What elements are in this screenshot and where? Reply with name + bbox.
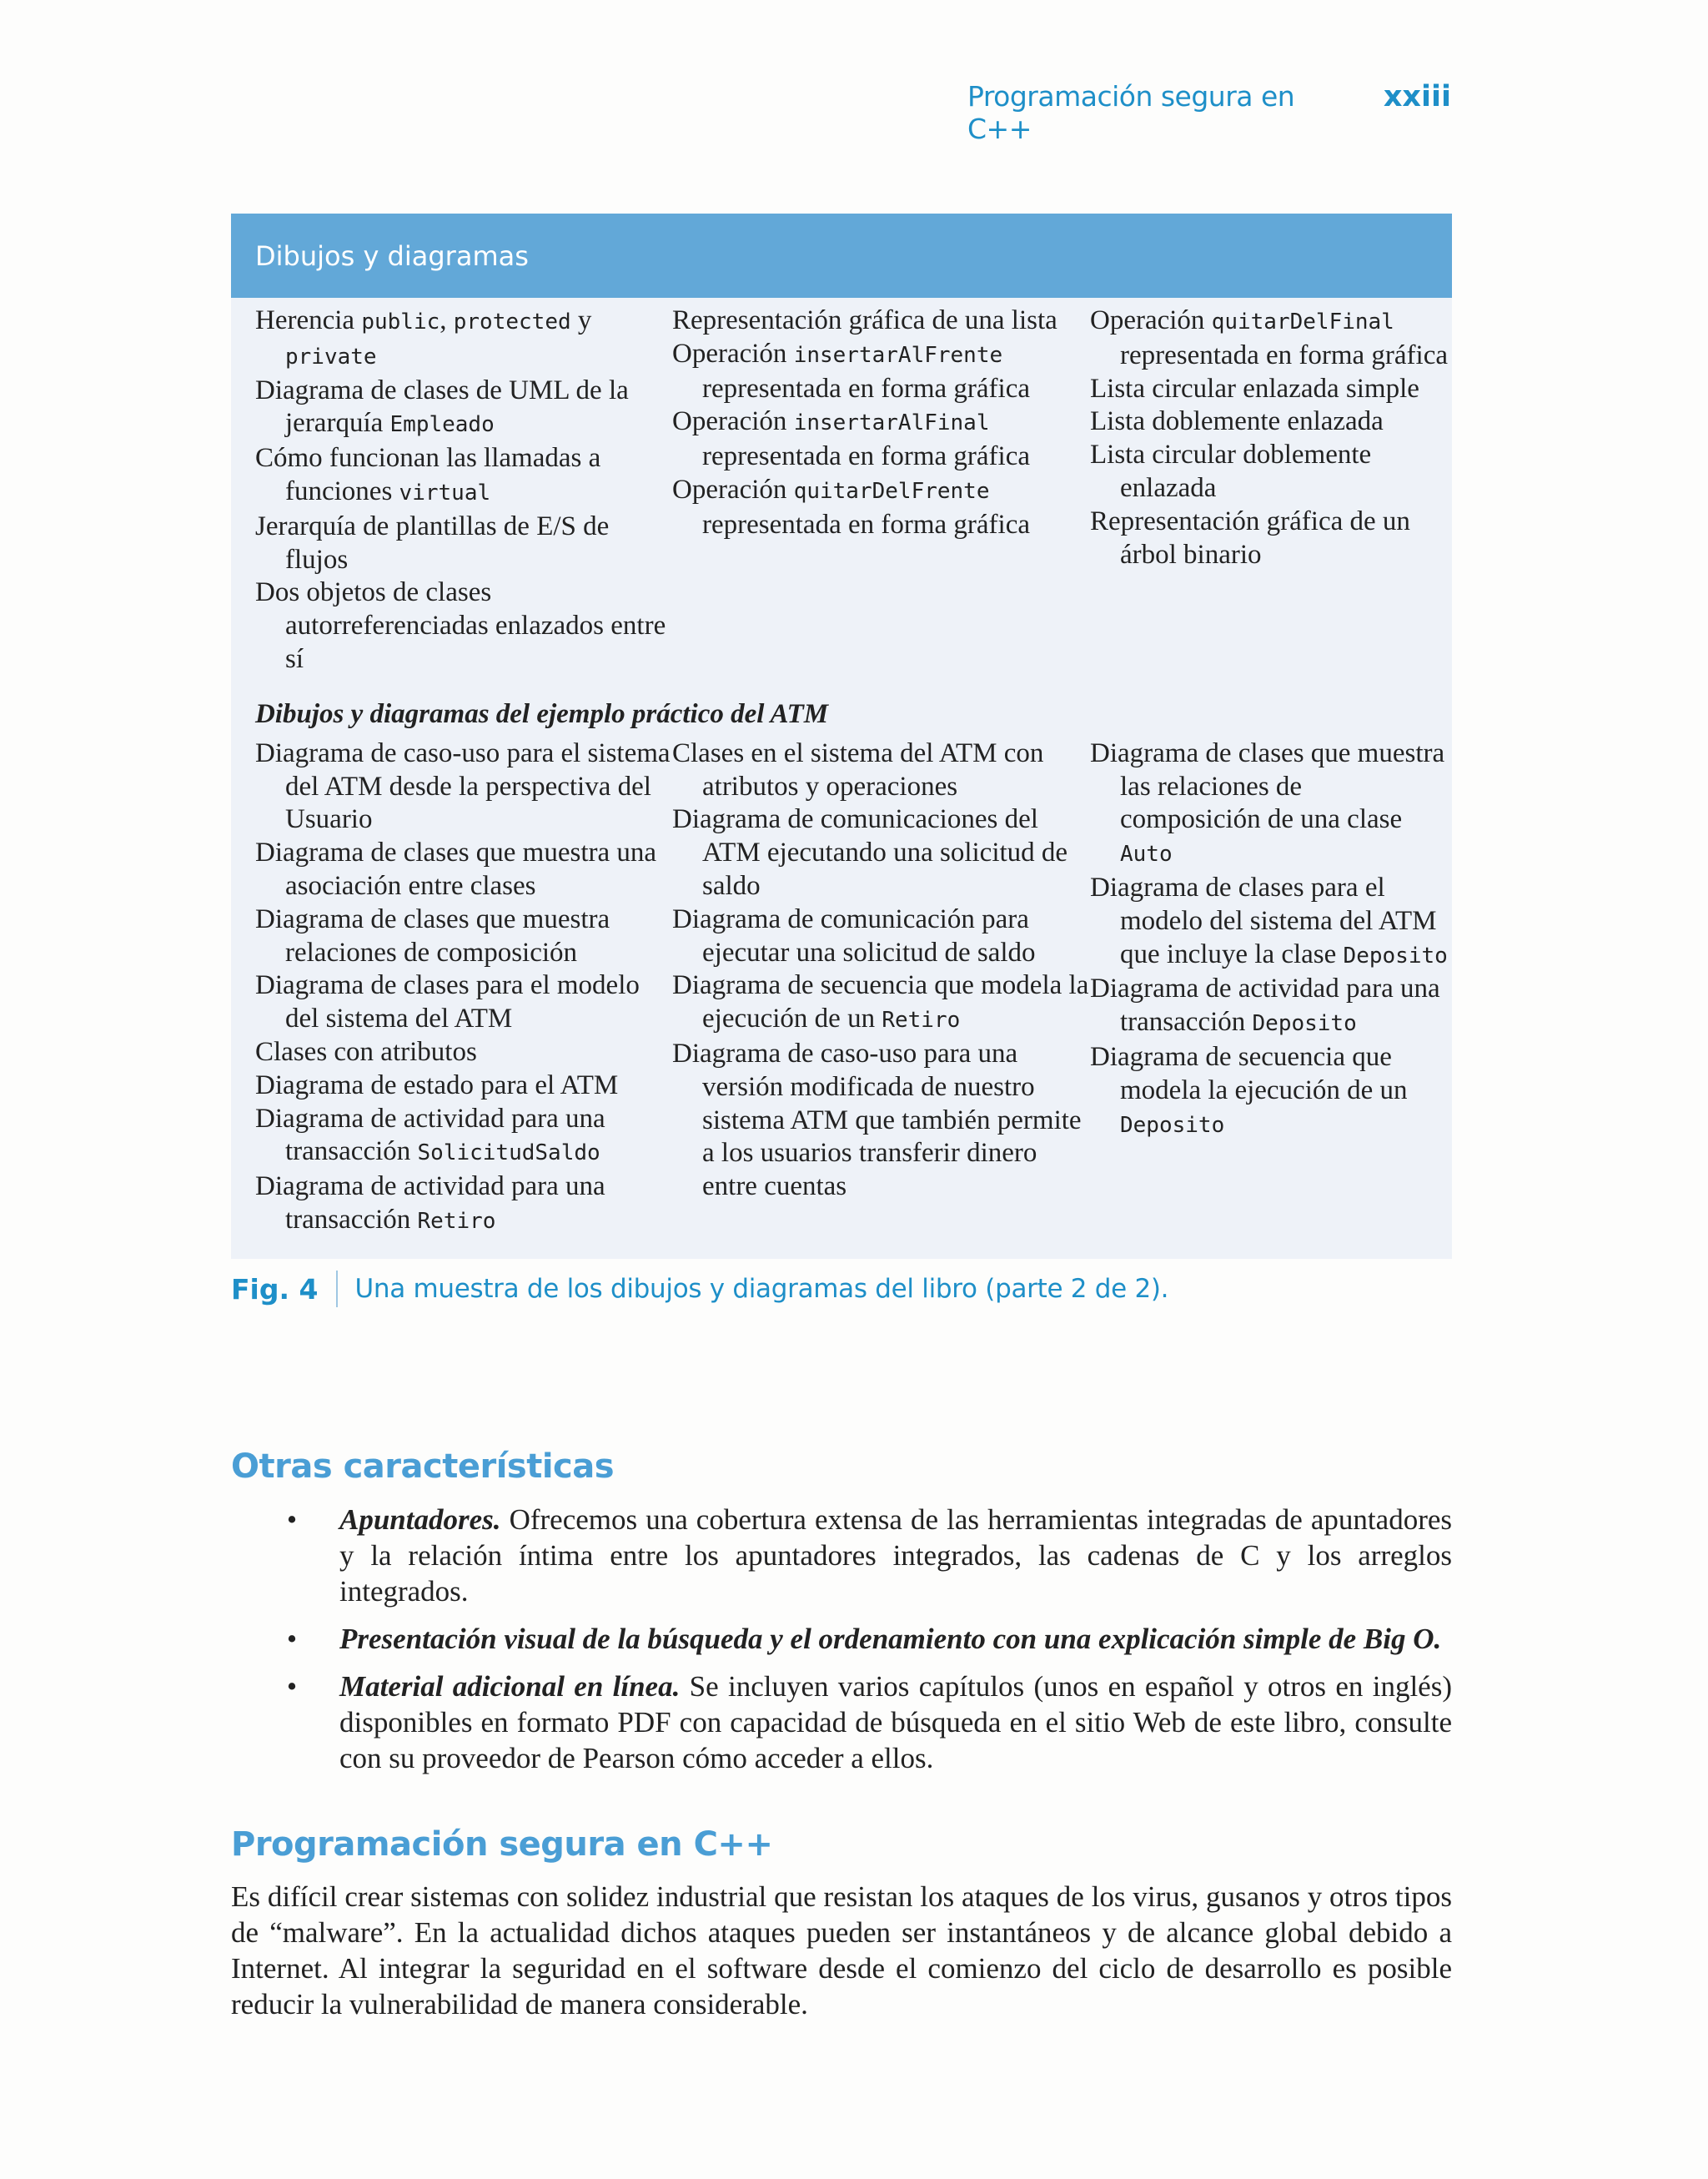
code-term: quitarDelFrente [793, 478, 990, 504]
figure-list-item [672, 304, 1090, 338]
item-text: Jerarquía de plantillas de E/S de flujos [255, 511, 610, 575]
figure-caption [231, 1271, 1168, 1307]
figure-list-item [672, 803, 1090, 903]
item-text: Diagrama de clases que muestra una asociación entre clases [255, 838, 657, 901]
bullet-icon: • [286, 1503, 298, 1536]
figure-list-item [672, 474, 1090, 542]
figure-top-columns [231, 304, 1452, 677]
item-text: , [440, 305, 454, 335]
item-text: representada en forma gráfica [702, 373, 1031, 404]
feature-bullet-item [231, 1668, 1452, 1776]
figure-list-item [255, 1069, 672, 1103]
bullet-body [339, 1502, 1452, 1609]
item-text: Clases con atributos [255, 1036, 477, 1067]
section-heading-secure-programming: Programación segura en C++ [231, 1825, 773, 1864]
figure-list-item [1090, 737, 1449, 872]
item-text: Diagrama de comunicación para ejecutar una solicitud de saldo [672, 903, 1036, 968]
item-text: Operación [672, 338, 794, 369]
item-text: Diagrama de clases que muestra relaciones de composición [255, 903, 610, 968]
code-term: virtual [399, 480, 491, 506]
figure-list-item [1090, 373, 1449, 406]
figure-column [672, 304, 1090, 677]
running-header [967, 80, 1451, 145]
code-term: protected [453, 309, 571, 335]
feature-bullet-list [231, 1502, 1452, 1788]
figure-caption-text: Una muestra de los dibujos y diagramas del libro (parte 2 de 2). [354, 1274, 1169, 1304]
item-text: Lista circular enlazada simple [1090, 373, 1419, 404]
figure-column [672, 737, 1090, 1239]
figure-list-item [255, 511, 672, 577]
item-text: Herencia [255, 305, 362, 335]
figure-caption-label: Fig. 4 [231, 1272, 319, 1306]
code-term: insertarAlFrente [793, 342, 1003, 368]
figure-list-item [1090, 304, 1449, 373]
item-text: Diagrama de clases para el modelo del sistema del ATM [255, 970, 640, 1034]
figure-list-item [255, 442, 672, 511]
item-text: representada en forma gráfica [1120, 340, 1449, 370]
bullet-lead: Apuntadores. [339, 1503, 501, 1536]
figure-list-item [672, 338, 1090, 406]
item-text: Diagrama de clases que muestra las relaciones de composición de una clase [1090, 737, 1445, 835]
item-text: Operación [1090, 305, 1212, 335]
section-heading-other-features: Otras características [231, 1447, 615, 1486]
figure-list-item [672, 1038, 1090, 1204]
figure-column [1090, 304, 1449, 677]
item-text: Diagrama de caso-uso para una versión modificada de nuestro sistema ATM que también permite a los usuarios transferir dinero entre cuentas [672, 1038, 1082, 1202]
item-text: Diagrama de clases para el modelo del sistema del ATM que incluye la clase [1090, 872, 1437, 969]
item-text: Diagrama de secuencia que modela la ejecución de un [672, 970, 1089, 1034]
item-text: y [570, 305, 592, 335]
figure-list-item [255, 969, 672, 1036]
figure-list-item [672, 903, 1090, 970]
bullet-icon: • [286, 1670, 298, 1703]
item-text: Diagrama de actividad para una transacción [1090, 974, 1440, 1038]
item-text: Diagrama de caso-uso para el sistema del ATM desde la perspectiva del Usuario [255, 737, 671, 835]
item-text: Representación gráfica de un árbol binario [1090, 506, 1410, 570]
item-text: Lista circular doblemente enlazada [1090, 440, 1372, 503]
code-term: SolicitudSaldo [417, 1140, 600, 1166]
figure-list-item [672, 737, 1090, 804]
item-text: Diagrama de estado para el ATM [255, 1069, 619, 1100]
item-text: Cómo funcionan las llamadas a funciones [255, 443, 601, 506]
code-term: Deposito [1343, 943, 1448, 969]
caption-separator [336, 1271, 338, 1307]
bullet-lead: Presentación visual de la búsqueda y el ordenamiento con una explicación simple de Big O. [339, 1623, 1442, 1655]
code-term: insertarAlFinal [793, 410, 990, 436]
figure-list-item [1090, 506, 1449, 572]
figure-list-item [255, 375, 672, 443]
figure-bottom-columns [231, 737, 1452, 1239]
code-term: quitarDelFinal [1211, 309, 1394, 335]
code-term: private [285, 344, 377, 370]
figure-column [255, 304, 672, 677]
figure-list-item [672, 969, 1090, 1038]
feature-bullet-item [231, 1621, 1452, 1657]
code-term: Empleado [389, 412, 495, 438]
code-term: Auto [1120, 842, 1173, 868]
figure-list-item [255, 1170, 672, 1239]
figure-list-item [255, 576, 672, 676]
item-text: Representación gráfica de una lista [672, 305, 1057, 335]
item-text: Diagrama de comunicaciones del ATM ejecutando una solicitud de saldo [672, 804, 1068, 901]
figure-list-item [672, 405, 1090, 474]
item-text: representada en forma gráfica [702, 441, 1031, 472]
figure-list-item [1090, 1041, 1449, 1142]
item-text: Diagrama de actividad para una transacción [255, 1103, 605, 1167]
figure-list-item [255, 304, 672, 375]
code-term: Deposito [1252, 1011, 1357, 1037]
figure-box [231, 214, 1452, 1259]
item-text: Dos objetos de clases autorreferenciadas enlazados entre sí [255, 577, 666, 674]
item-text: Operación [672, 474, 794, 505]
bullet-text: Ofrecemos una cobertura extensa de las herramientas integradas de apuntadores y la relación íntima entre los apuntadores integrados, las cadenas de C y los arreglos integrados. [339, 1503, 1452, 1608]
item-text: Diagrama de clases de UML de la jerarquía [255, 375, 629, 439]
item-text: representada en forma gráfica [702, 509, 1031, 540]
figure-list-item [255, 1103, 672, 1171]
figure-list-item [255, 1036, 672, 1069]
bullet-lead: Material adicional en línea. [339, 1670, 681, 1703]
bullet-body [339, 1668, 1452, 1776]
secure-programming-paragraph: Es difícil crear sistemas con solidez industrial que resistan los ataques de los virus, gusanos y otros tipos de “malware”. En la actualidad dichos ataques pueden ser instantáneos y de alcance global debido a Internet. Al integrar la seguridad en el software desde el comienzo del ciclo de desarrollo es posible reducir la vulnerabilidad de manera considerable. [231, 1880, 1452, 2020]
code-term: Retiro [882, 1008, 961, 1034]
bullet-icon: • [286, 1623, 298, 1655]
figure-column [1090, 737, 1449, 1239]
feature-bullet-item [231, 1502, 1452, 1609]
item-text: Operación [672, 406, 794, 437]
figure-list-item [1090, 405, 1449, 439]
item-text: Lista doblemente enlazada [1090, 406, 1384, 437]
figure-list-item [1090, 973, 1449, 1041]
code-term: public [361, 309, 440, 335]
figure-column [255, 737, 672, 1239]
bullet-body [339, 1621, 1452, 1657]
figure-list-item [1090, 872, 1449, 973]
code-term: Deposito [1120, 1112, 1225, 1138]
figure-list-item [1090, 439, 1449, 506]
figure-list-item [255, 903, 672, 970]
bullet-text: Se incluyen varios capítulos (unos en español y otros en inglés) disponibles en formato PDF con capacidad de búsqueda en el sitio Web de este libro, consulte con su proveedor de Pearson cómo acceder a ellos. [339, 1670, 1452, 1774]
figure-list-item [255, 737, 672, 837]
item-text: Diagrama de secuencia que modela la ejecución de un [1090, 1041, 1408, 1105]
figure-header: Dibujos y diagramas [231, 214, 1452, 298]
item-text: Clases en el sistema del ATM con atributos y operaciones [672, 737, 1044, 802]
code-term: Retiro [417, 1208, 496, 1234]
item-text: Diagrama de actividad para una transacción [255, 1171, 605, 1235]
figure-list-item [255, 837, 672, 903]
page-number: xxiii [1383, 80, 1451, 113]
figure-subsection-title: Dibujos y diagramas del ejemplo práctico del ATM [255, 698, 829, 729]
running-header-title: Programación segura en C++ [967, 80, 1295, 145]
